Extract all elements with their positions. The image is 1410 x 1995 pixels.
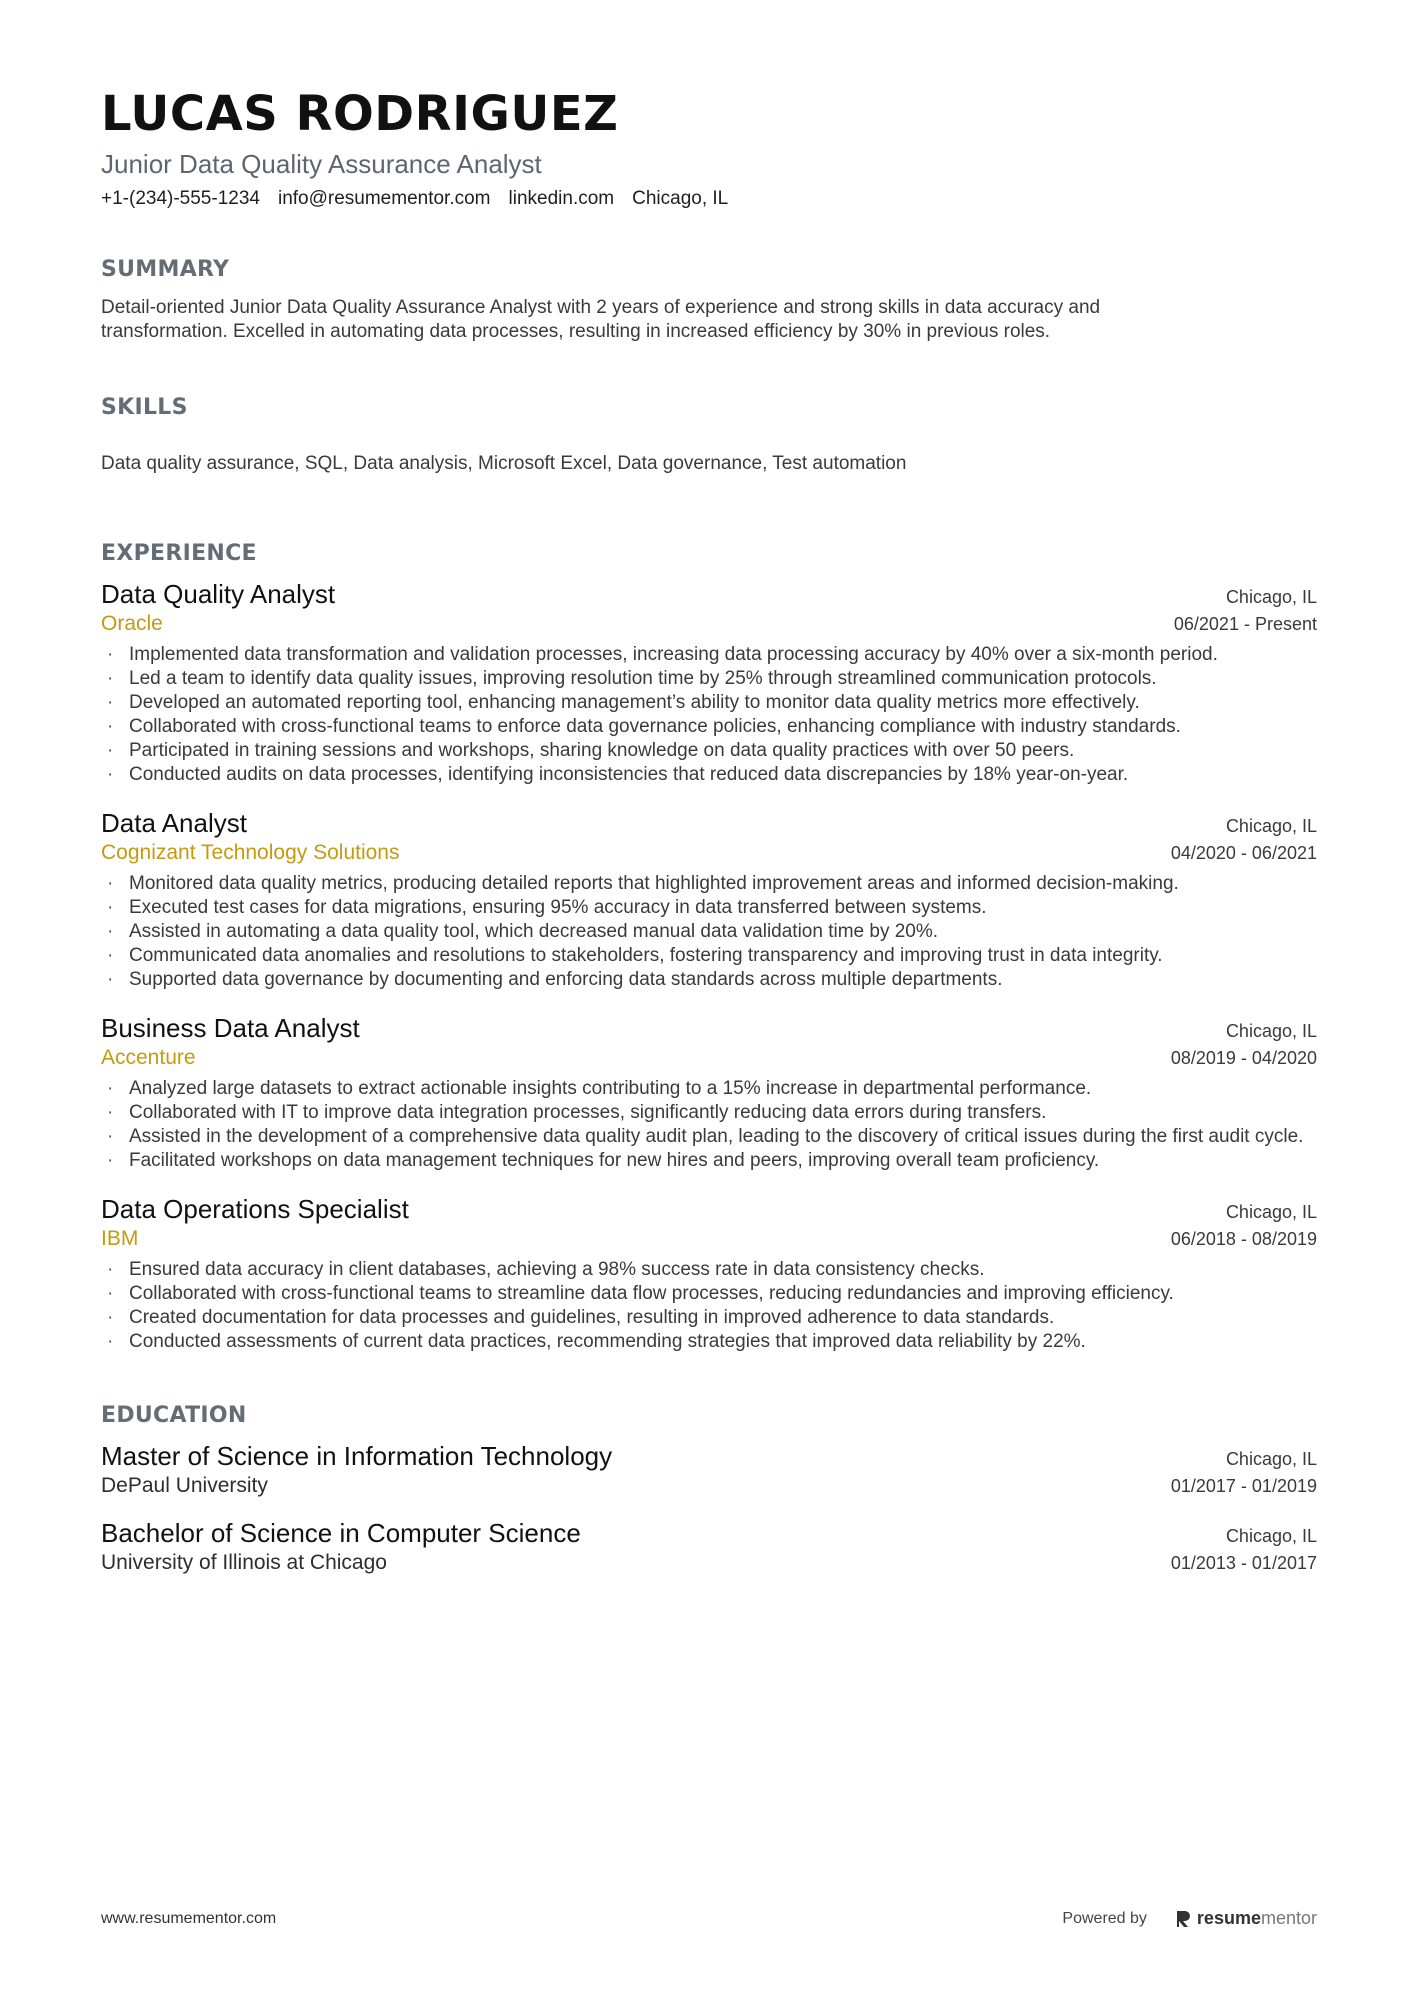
job-bullet: · Led a team to identify data quality issues, improving resolution time by 25% through streamlined communication protocols. — [101, 667, 1317, 691]
contact-phone: +1-(234)-555-1234 — [101, 188, 260, 209]
school-name: University of Illinois at Chicago — [101, 1551, 387, 1574]
experience-list — [101, 578, 1317, 1354]
school-name: DePaul University — [101, 1474, 268, 1497]
education-location: Chicago, IL — [1225, 1449, 1317, 1469]
contact-line — [101, 186, 1317, 212]
job-bullet: · Facilitated workshops on data management techniques for new hires and peers, improving overall team proficiency. — [101, 1149, 1317, 1173]
degree-title: Bachelor of Science in Computer Science — [101, 1518, 581, 1548]
job-bullet: · Executed test cases for data migrations, ensuring 95% accuracy in data transferred between systems. — [101, 896, 1317, 920]
experience-item — [101, 1012, 1317, 1173]
job-bullet: · Participated in training sessions and workshops, sharing knowledge on data quality practices with over 50 peers. — [101, 739, 1317, 763]
job-bullet: · Monitored data quality metrics, producing detailed reports that highlighted improvement areas and informed decision-making. — [101, 872, 1317, 896]
experience-heading: EXPERIENCE — [101, 541, 257, 566]
job-bullet: · Assisted in the development of a comprehensive data quality audit plan, leading to the discovery of critical issues during the first audit cycle. — [101, 1125, 1317, 1149]
company-name: IBM — [101, 1227, 139, 1250]
contact-location: Chicago, IL — [632, 188, 729, 209]
job-bullets — [101, 1077, 1317, 1173]
job-location: Chicago, IL — [1225, 1021, 1317, 1041]
job-bullet: · Collaborated with cross-functional teams to streamline data flow processes, reducing redundancies and improving efficiency. — [101, 1282, 1317, 1306]
job-dates: 06/2018 - 08/2019 — [1170, 1229, 1317, 1249]
resume-header — [101, 86, 1317, 212]
degree-title: Master of Science in Information Technology — [101, 1441, 613, 1471]
resumementor-logo-icon — [1175, 1909, 1191, 1929]
job-title: Data Quality Analyst — [101, 579, 336, 609]
job-bullet: · Conducted audits on data processes, identifying inconsistencies that reduced data discrepancies by 18% year-on-year. — [101, 763, 1317, 787]
powered-by — [1062, 1908, 1317, 1929]
education-heading: EDUCATION — [101, 1403, 247, 1428]
job-bullet: · Ensured data accuracy in client databases, achieving a 98% success rate in data consistency checks. — [101, 1258, 1317, 1282]
job-dates: 04/2020 - 06/2021 — [1170, 843, 1317, 863]
job-bullet: · Supported data governance by documenting and enforcing data standards across multiple departments. — [101, 968, 1317, 992]
page-footer — [101, 1908, 1317, 1929]
summary-section — [101, 256, 1317, 344]
summary-heading: SUMMARY — [101, 257, 230, 282]
job-location: Chicago, IL — [1225, 816, 1317, 836]
job-bullet: · Implemented data transformation and validation processes, increasing data processing accuracy by 40% over a six-month period. — [101, 643, 1317, 667]
company-name: Accenture — [101, 1046, 196, 1069]
candidate-name: LUCAS RODRIGUEZ — [101, 86, 619, 142]
education-list — [101, 1440, 1317, 1576]
contact-linkedin[interactable]: linkedin.com — [508, 188, 615, 209]
job-location: Chicago, IL — [1225, 1202, 1317, 1222]
job-location: Chicago, IL — [1225, 587, 1317, 607]
job-bullets — [101, 1258, 1317, 1354]
job-bullet: · Collaborated with cross-functional teams to enforce data governance policies, enhancing compliance with industry standards. — [101, 715, 1317, 739]
job-bullets — [101, 643, 1317, 787]
job-bullet: · Collaborated with IT to improve data integration processes, significantly reducing data errors during transfers. — [101, 1101, 1317, 1125]
company-name: Cognizant Technology Solutions — [101, 841, 400, 864]
job-title: Data Analyst — [101, 808, 247, 838]
footer-website[interactable]: www.resumementor.com — [101, 1909, 277, 1927]
experience-item — [101, 1193, 1317, 1354]
job-dates: 08/2019 - 04/2020 — [1170, 1048, 1317, 1068]
powered-by-label: Powered by — [1062, 1909, 1147, 1927]
skills-heading: SKILLS — [101, 395, 188, 420]
job-dates: 06/2021 - Present — [1173, 614, 1317, 634]
job-bullet: · Developed an automated reporting tool, enhancing management’s ability to monitor data quality metrics more effectively. — [101, 691, 1317, 715]
job-bullet: · Conducted assessments of current data practices, recommending strategies that improved data reliability by 22%. — [101, 1330, 1317, 1354]
experience-section — [101, 540, 1317, 1354]
experience-item — [101, 578, 1317, 787]
skills-text: Data quality assurance, SQL, Data analysis, Microsoft Excel, Data governance, Test automation — [101, 453, 907, 474]
job-bullet: · Assisted in automating a data quality tool, which decreased manual data validation time by 20%. — [101, 920, 1317, 944]
experience-item — [101, 807, 1317, 992]
skills-section — [101, 394, 1317, 476]
company-name: Oracle — [101, 612, 163, 635]
education-dates: 01/2017 - 01/2019 — [1170, 1476, 1317, 1496]
summary-text: Detail-oriented Junior Data Quality Assurance Analyst with 2 years of experience and strong skills in data accuracy and transformation. Excelled in automating data processes, resulting in increased efficiency by 30% in previous roles. — [101, 297, 1101, 342]
brand-name-bold: resume — [1196, 1908, 1261, 1928]
candidate-headline: Junior Data Quality Assurance Analyst — [101, 149, 542, 179]
education-location: Chicago, IL — [1225, 1526, 1317, 1546]
education-item — [101, 1517, 1317, 1576]
resume-page — [101, 86, 1317, 1576]
job-title: Data Operations Specialist — [101, 1194, 409, 1224]
job-bullet: · Analyzed large datasets to extract actionable insights contributing to a 15% increase in departmental performance. — [101, 1077, 1317, 1101]
education-section — [101, 1402, 1317, 1576]
education-dates: 01/2013 - 01/2017 — [1170, 1553, 1317, 1573]
job-bullet: · Communicated data anomalies and resolutions to stakeholders, fostering transparency and improving trust in data integrity. — [101, 944, 1317, 968]
contact-email[interactable]: info@resumementor.com — [277, 188, 491, 209]
job-bullet: · Created documentation for data processes and guidelines, resulting in improved adherence to data standards. — [101, 1306, 1317, 1330]
brand-logo[interactable] — [1175, 1908, 1317, 1929]
job-title: Business Data Analyst — [101, 1013, 360, 1043]
brand-name-light: mentor — [1260, 1908, 1317, 1928]
job-bullets — [101, 872, 1317, 992]
education-item — [101, 1440, 1317, 1499]
